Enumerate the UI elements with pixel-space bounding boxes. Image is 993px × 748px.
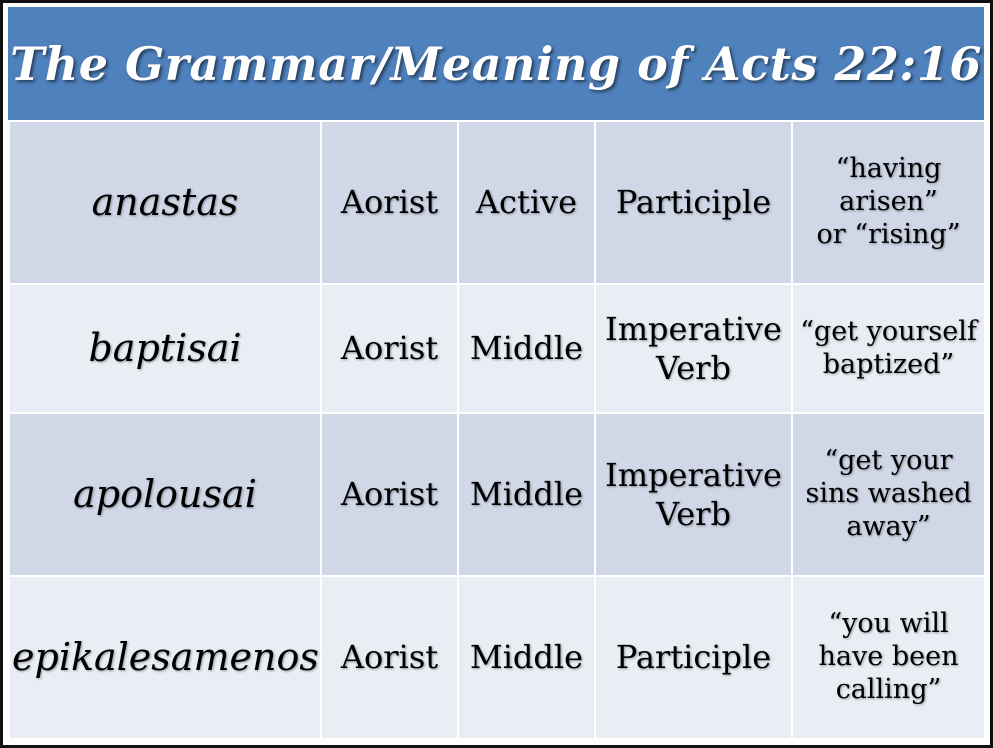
slide-title: The Grammar/Meaning of Acts 22:16 bbox=[10, 36, 982, 91]
mood-line: Participle bbox=[615, 638, 772, 677]
voice-cell: Middle bbox=[458, 413, 595, 576]
greek-word: epikalesamenos bbox=[9, 576, 321, 739]
mood-line: Verb bbox=[656, 348, 731, 387]
meaning-line: “get yourself bbox=[800, 315, 977, 347]
tense-cell: Aorist bbox=[321, 121, 458, 284]
tense-cell: Aorist bbox=[321, 284, 458, 413]
mood-line: Participle bbox=[615, 182, 772, 221]
meaning-cell bbox=[792, 284, 985, 413]
title-bar bbox=[8, 7, 984, 120]
greek-word: baptisai bbox=[9, 284, 321, 413]
mood-cell bbox=[595, 576, 792, 739]
mood-line: Imperative bbox=[605, 309, 782, 348]
meaning-line: arisen” bbox=[839, 185, 938, 217]
tense-cell: Aorist bbox=[321, 576, 458, 739]
meaning-line: sins washed bbox=[805, 478, 972, 510]
meaning-cell bbox=[792, 413, 985, 576]
greek-word: anastas bbox=[9, 121, 321, 284]
tense-cell: Aorist bbox=[321, 413, 458, 576]
mood-cell bbox=[595, 284, 792, 413]
voice-cell: Middle bbox=[458, 576, 595, 739]
meaning-line: calling” bbox=[835, 674, 942, 706]
greek-word: apolousai bbox=[9, 413, 321, 576]
voice-cell: Middle bbox=[458, 284, 595, 413]
meaning-cell bbox=[792, 121, 985, 284]
table-row bbox=[9, 284, 985, 413]
meaning-line: or “rising” bbox=[816, 218, 961, 250]
mood-line: Verb bbox=[656, 494, 731, 533]
mood-cell bbox=[595, 121, 792, 284]
meaning-line: baptized” bbox=[822, 348, 955, 380]
table-row bbox=[9, 413, 985, 576]
meaning-line: “get your bbox=[824, 445, 953, 477]
mood-line: Imperative bbox=[605, 455, 782, 494]
table-row bbox=[9, 576, 985, 739]
meaning-line: “having bbox=[835, 153, 942, 185]
mood-cell bbox=[595, 413, 792, 576]
meaning-line: have been bbox=[818, 641, 959, 673]
grammar-table bbox=[8, 120, 986, 740]
table-row bbox=[9, 121, 985, 284]
meaning-line: “you will bbox=[828, 608, 949, 640]
voice-cell: Active bbox=[458, 121, 595, 284]
meaning-line: away” bbox=[846, 511, 931, 543]
meaning-cell bbox=[792, 576, 985, 739]
